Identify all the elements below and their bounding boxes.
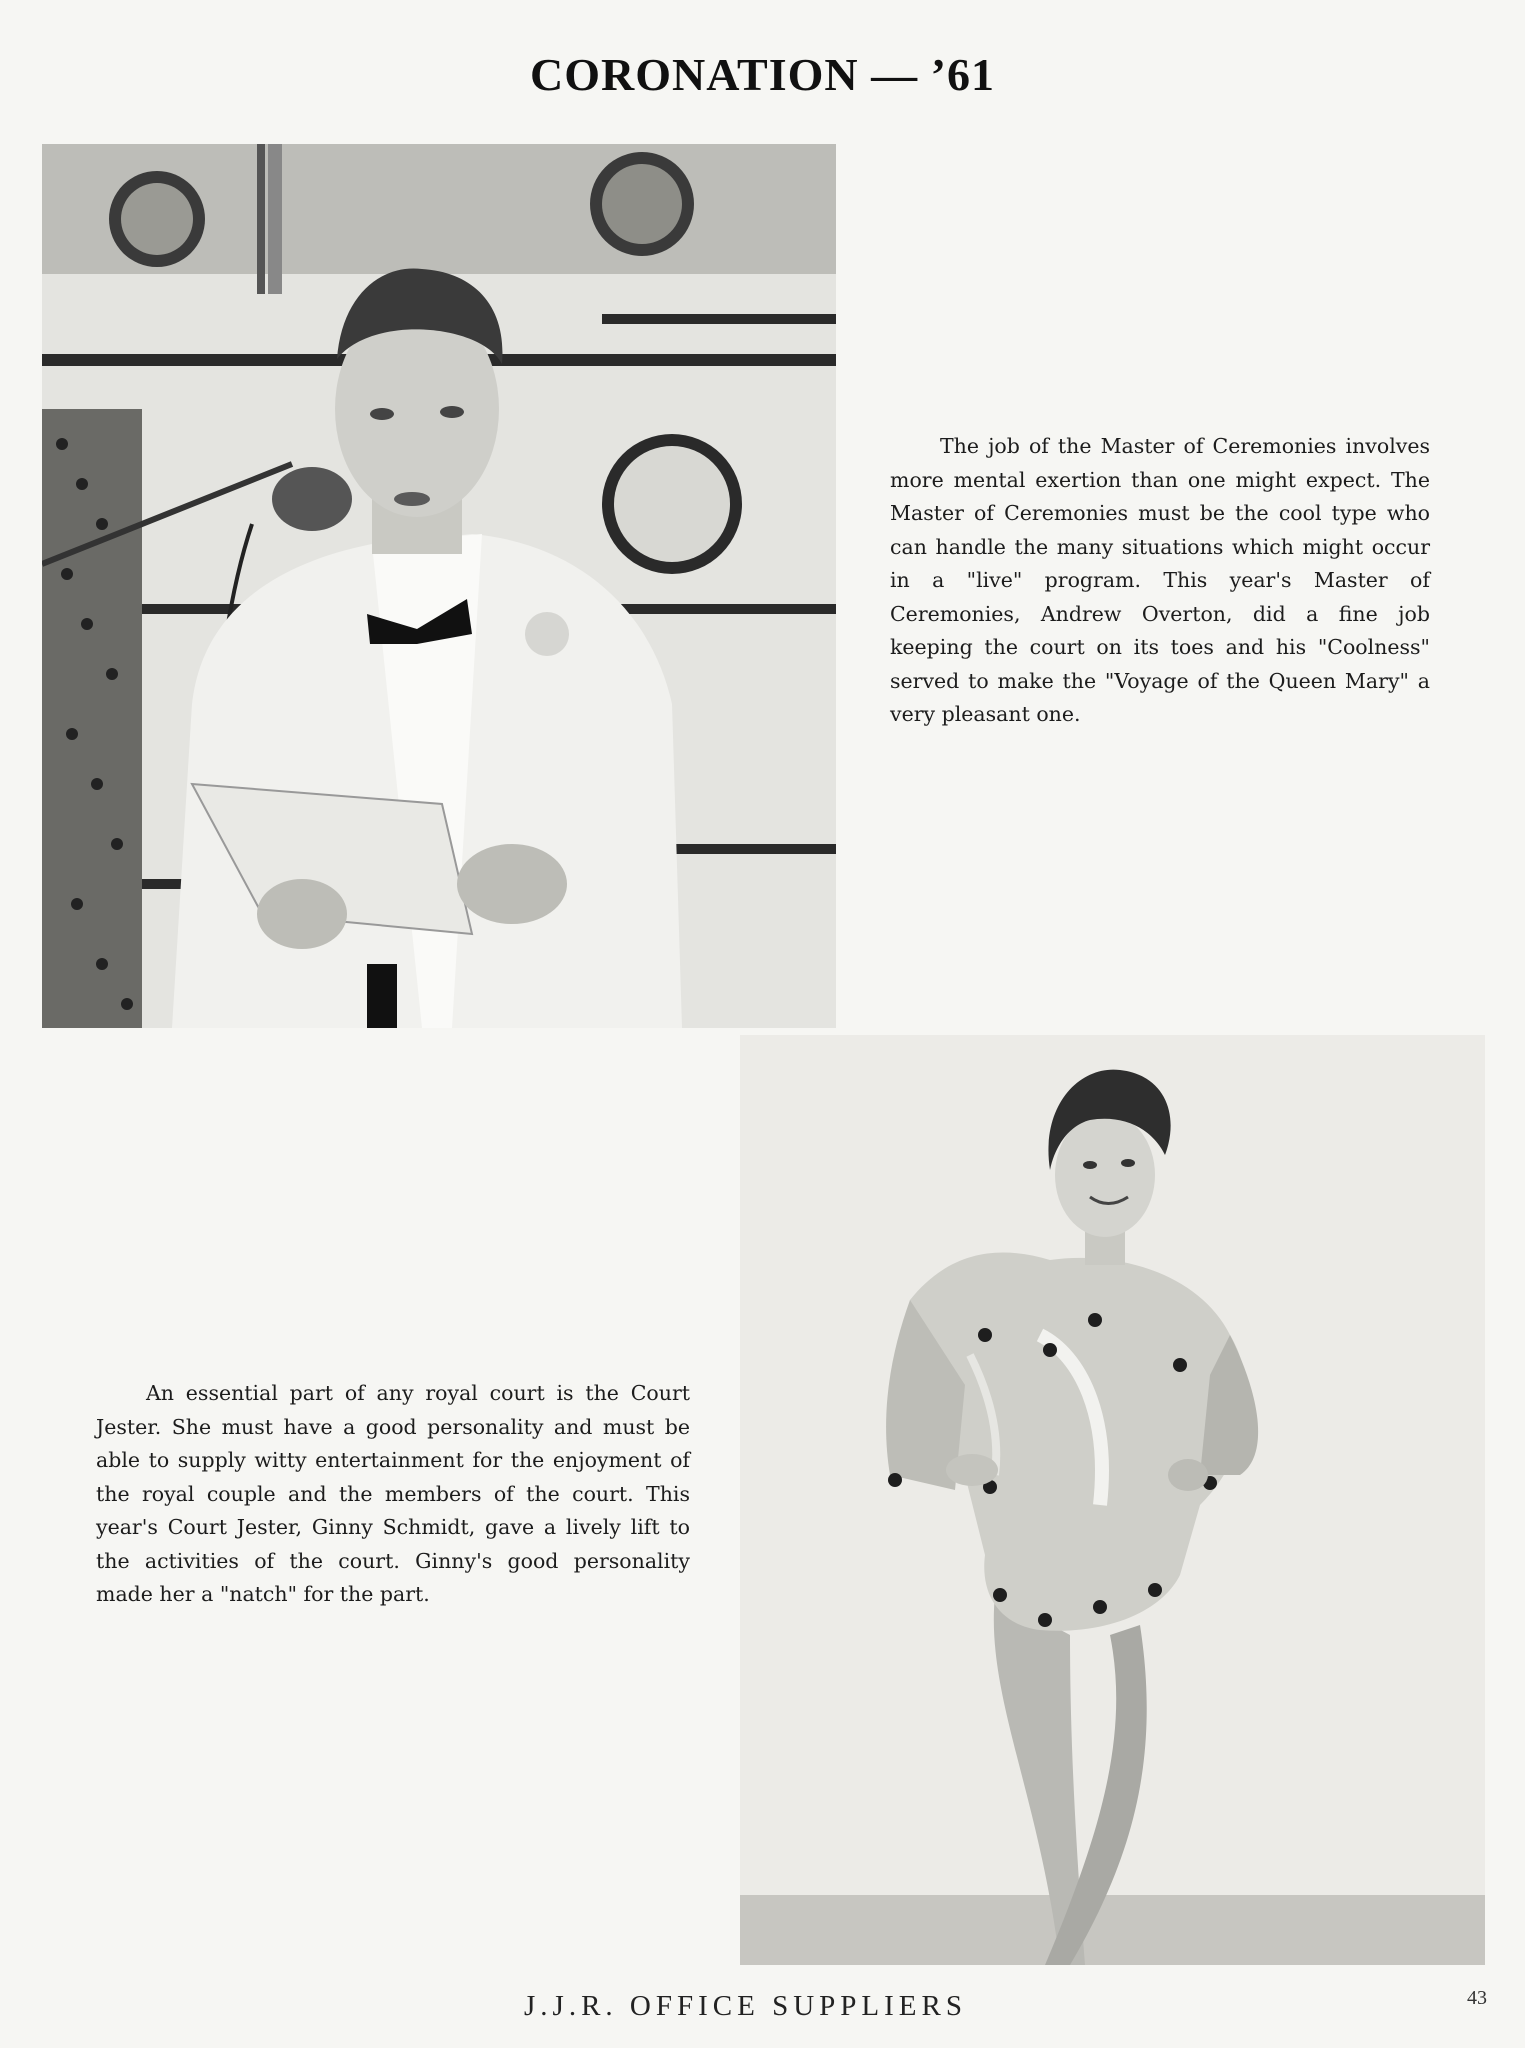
footer-sponsor: J.J.R. OFFICE SUPPLIERS [524, 1990, 967, 2022]
page-title: CORONATION — ’61 [530, 49, 995, 100]
court-jester-caption-text: An essential part of any royal court is the Court Jester. She must have a good personality and must be able to supply witty entertainment for the enjoyment of the royal couple and the members of the court. This year's Court Jester, Ginny Schmidt, gave a lively lift to the activities of the court. Ginny's good personality made her a "natch" for the part. [96, 1381, 690, 1606]
master-of-ceremonies-caption-text: The job of the Master of Ceremonies involves more mental exertion than one might expect. The Master of Ceremonies must be the cool type who can handle the many situations which might occur in a "live" program. This year's Master of Ceremonies, Andrew Overton, did a fine job keeping the court on its toes and his "Coolness" served to make the "Voyage of the Queen Mary" a very pleasant one. [890, 434, 1430, 726]
master-of-ceremonies-illustration [42, 144, 836, 1028]
page-number: 43 [1467, 1987, 1487, 2009]
master-of-ceremonies-caption [890, 430, 1430, 732]
master-of-ceremonies-photo [42, 144, 836, 1028]
court-jester-illustration [740, 1035, 1485, 1965]
court-jester-photo [740, 1035, 1485, 1965]
court-jester-caption [96, 1377, 690, 1612]
